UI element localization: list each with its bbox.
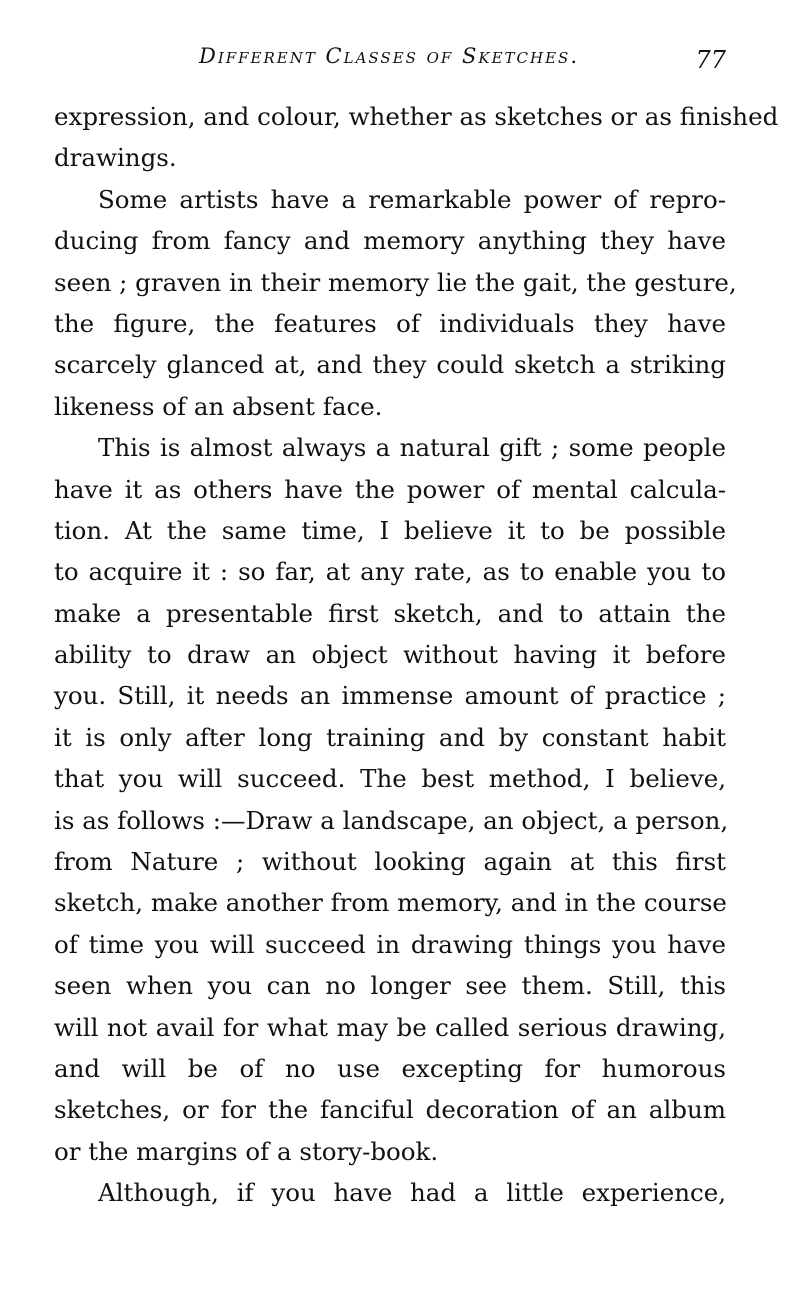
text-line: from Nature ; without looking again at this first bbox=[54, 847, 726, 877]
text-line: sketches, or for the fanciful decoration of an album bbox=[54, 1095, 726, 1125]
text-line: tion. At the same time, I believe it to be possible bbox=[54, 515, 726, 545]
body-text bbox=[54, 96, 779, 1214]
text-line: ducing from fancy and memory anything they have bbox=[54, 226, 726, 256]
text-line: make a presentable first sketch, and to attain the bbox=[54, 598, 726, 628]
text-line: is as follows :—Draw a landscape, an object, a person, bbox=[54, 805, 729, 835]
text-line: This is almost always a natural gift ; some people bbox=[98, 433, 726, 463]
text-line: expression, and colour, whether as sketches or as finished bbox=[54, 102, 779, 131]
text-line: sketch, make another from memory, and in the course bbox=[54, 888, 727, 918]
text-line: seen when you can no longer see them. Still, this bbox=[54, 971, 726, 1001]
text-line: Although, if you have had a little experience, bbox=[98, 1178, 726, 1208]
text-line: or the margins of a story-book. bbox=[54, 1136, 439, 1166]
text-line: scarcely glanced at, and they could sketch a striking bbox=[54, 350, 726, 380]
text-line: of time you will succeed in drawing things you have bbox=[54, 929, 726, 959]
text-line: have it as others have the power of mental calcula- bbox=[54, 474, 726, 504]
running-head bbox=[52, 38, 726, 82]
text-line: seen ; graven in their memory lie the gait, the gesture, bbox=[54, 267, 737, 297]
page-number: 77 bbox=[695, 46, 726, 74]
text-line: to acquire it : so far, at any rate, as to enable you to bbox=[54, 557, 726, 587]
text-line: you. Still, it needs an immense amount of practice ; bbox=[54, 681, 726, 711]
text-line: that you will succeed. The best method, I believe, bbox=[54, 764, 726, 794]
text-line: and will be of no use excepting for humorous bbox=[54, 1053, 726, 1083]
text-line: the figure, the features of individuals they have bbox=[54, 308, 726, 338]
running-title: Different Classes of Sketches. bbox=[198, 44, 579, 68]
text-line: drawings. bbox=[54, 143, 177, 173]
text-line: Some artists have a remarkable power of repro- bbox=[98, 184, 726, 214]
text-line: will not avail for what may be called serious drawing, bbox=[54, 1012, 726, 1042]
text-line: likeness of an absent face. bbox=[54, 391, 383, 421]
text-line: ability to draw an object without having it before bbox=[54, 640, 726, 670]
text-line: it is only after long training and by constant habit bbox=[54, 722, 726, 752]
